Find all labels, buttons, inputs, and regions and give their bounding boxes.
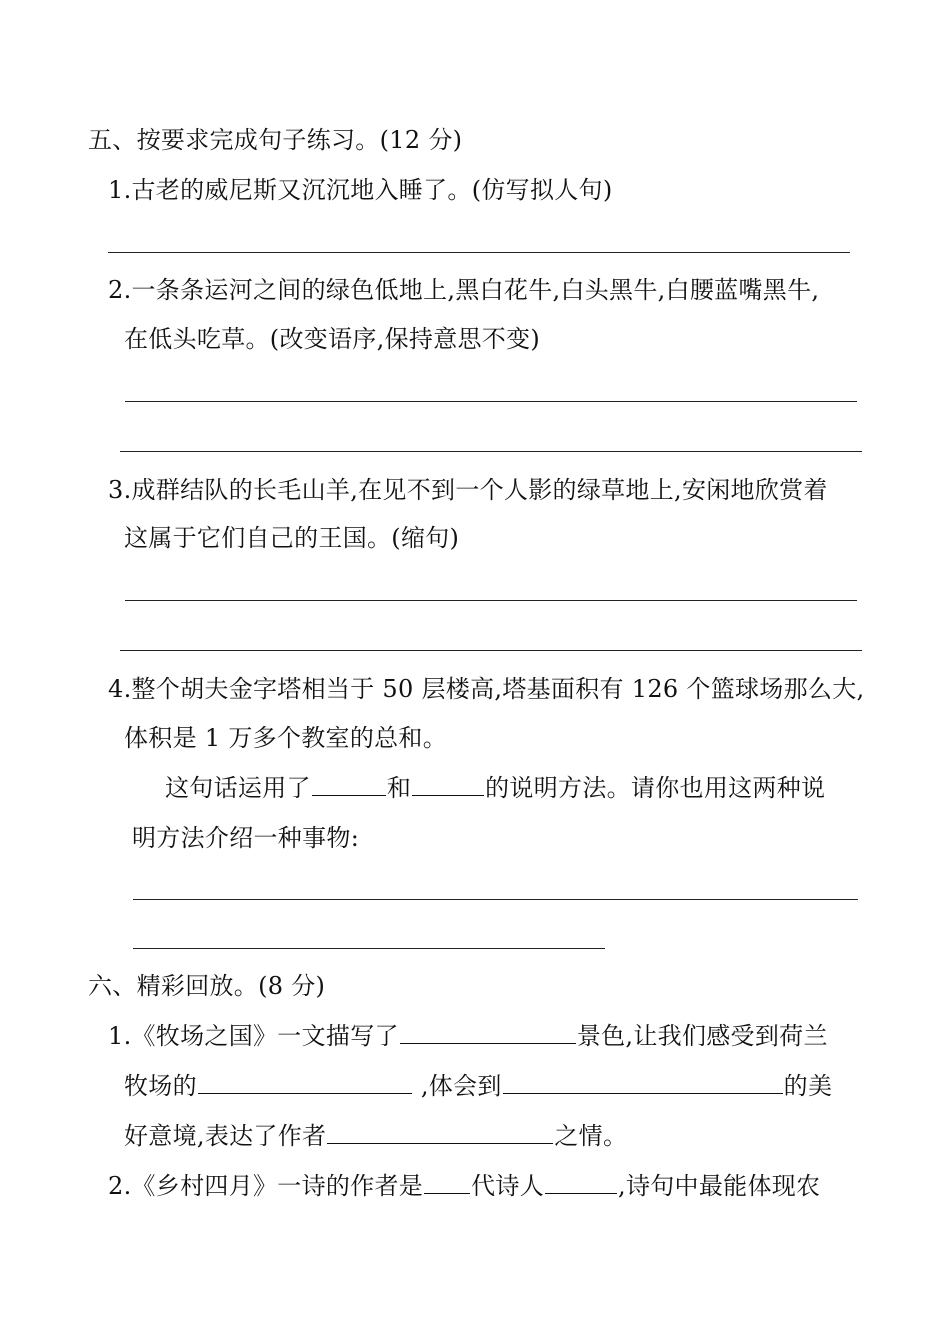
fill-blank-scenery[interactable] xyxy=(400,1021,576,1044)
answer-line-5-3a[interactable] xyxy=(125,600,857,601)
fill-blank-pasture-feature[interactable] xyxy=(198,1071,412,1094)
question-5-4-line-4: 明方法介绍一种事物: xyxy=(132,824,360,852)
question-5-3-line-2: 这属于它们自己的王国。(缩句) xyxy=(124,524,460,552)
question-6-2-line-1 xyxy=(108,1170,820,1202)
question-6-1-d: ,体会到 xyxy=(412,1072,502,1100)
question-6-2-b: 代诗人 xyxy=(471,1172,545,1200)
fill-blank-experience[interactable] xyxy=(503,1071,783,1094)
section-5-heading: 五、按要求完成句子练习。(12 分) xyxy=(88,126,463,154)
answer-line-5-4b[interactable] xyxy=(133,948,605,949)
question-6-1-e: 的美 xyxy=(783,1072,833,1100)
question-6-2-c: ,诗句中最能体现农 xyxy=(618,1172,821,1200)
answer-line-5-1[interactable] xyxy=(108,252,850,253)
answer-line-5-2a[interactable] xyxy=(125,401,857,402)
fill-blank-author-feeling[interactable] xyxy=(327,1121,553,1144)
question-5-1: 1.古老的威尼斯又沉沉地入睡了。(仿写拟人句) xyxy=(108,176,613,204)
question-6-1-line-2 xyxy=(124,1070,832,1102)
question-5-4-prompt-c: 的说明方法。请你也用这两种说 xyxy=(485,774,826,802)
question-5-4-line-1: 4.整个胡夫金字塔相当于 50 层楼高,塔基面积有 126 个篮球场那么大, xyxy=(108,675,865,703)
question-6-1-line-1 xyxy=(108,1020,828,1052)
fill-blank-method-2[interactable] xyxy=(412,773,484,796)
fill-blank-dynasty[interactable] xyxy=(424,1171,470,1194)
question-6-1-c: 牧场的 xyxy=(124,1072,197,1100)
question-5-4-prompt xyxy=(165,772,825,804)
question-5-4-prompt-b: 和 xyxy=(386,774,412,802)
question-6-2-a: 2.《乡村四月》一诗的作者是 xyxy=(108,1172,424,1200)
question-6-1-f: 好意境,表达了作者 xyxy=(124,1122,327,1150)
question-6-1-b: 景色,让我们感受到荷兰 xyxy=(576,1022,828,1050)
answer-line-5-2b[interactable] xyxy=(120,451,862,452)
question-6-1-a: 1.《牧场之国》一文描写了 xyxy=(108,1022,399,1050)
fill-blank-poet[interactable] xyxy=(545,1171,617,1194)
answer-line-5-4a[interactable] xyxy=(133,899,858,900)
question-5-2-line-2: 在低头吃草。(改变语序,保持意思不变) xyxy=(124,325,541,353)
question-5-4-prompt-a: 这句话运用了 xyxy=(165,774,311,802)
question-6-1-line-3 xyxy=(124,1120,627,1152)
fill-blank-method-1[interactable] xyxy=(312,773,386,796)
question-5-2-line-1: 2.一条条运河之间的绿色低地上,黑白花牛,白头黑牛,白腰蓝嘴黑牛, xyxy=(108,276,820,304)
question-5-3-line-1: 3.成群结队的长毛山羊,在见不到一个人影的绿草地上,安闲地欣赏着 xyxy=(108,476,828,504)
answer-line-5-3b[interactable] xyxy=(120,650,862,651)
question-5-4-line-2: 体积是 1 万多个教室的总和。 xyxy=(124,724,448,752)
question-6-1-g: 之情。 xyxy=(554,1122,628,1150)
section-6-heading: 六、精彩回放。(8 分) xyxy=(88,972,326,1000)
